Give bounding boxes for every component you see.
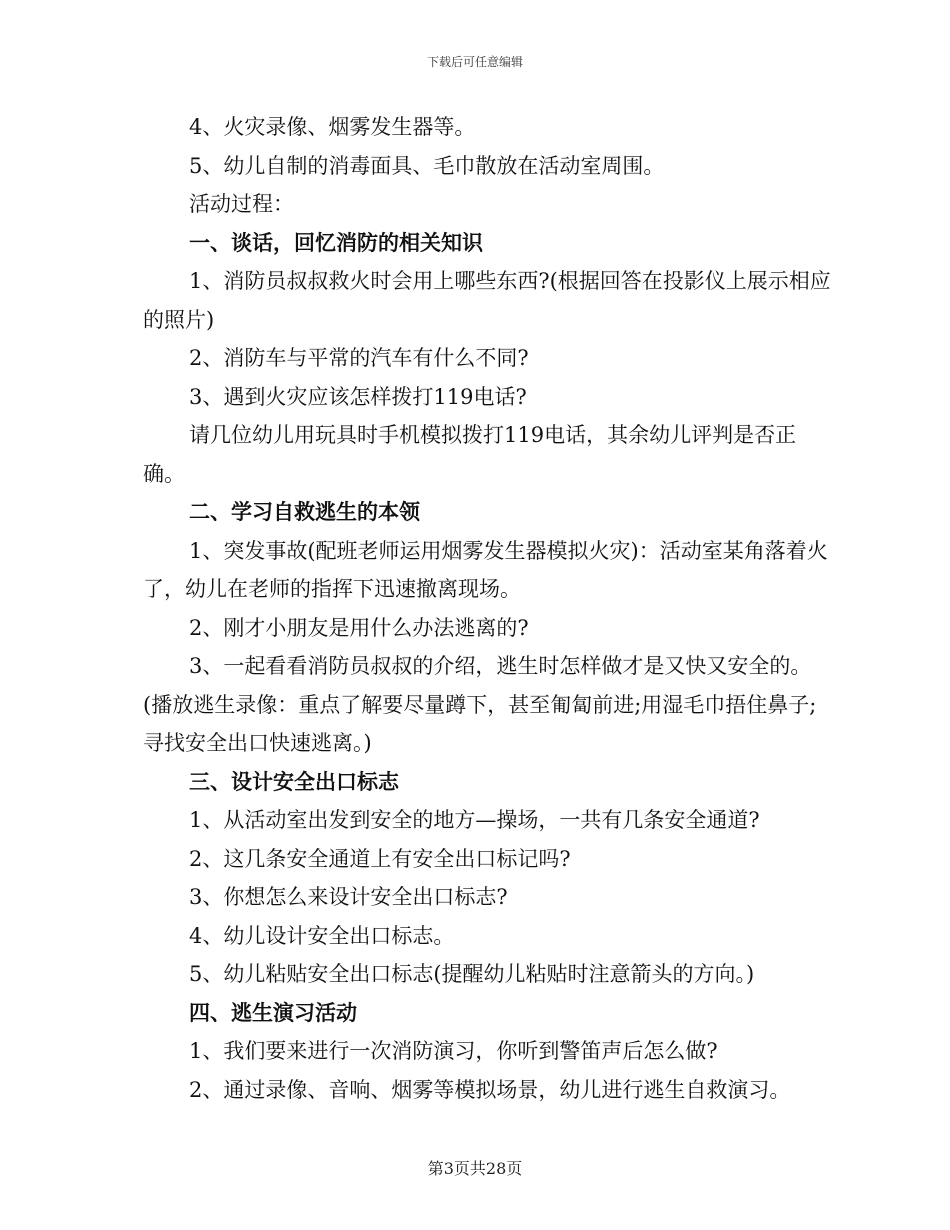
paragraph: 请几位幼儿用玩具时手机模拟拨打119电话，其余幼儿评判是否正确。 (143, 423, 797, 486)
paragraph: 5、幼儿粘贴安全出口标志(提醒幼儿粘贴时注意箭头的方向。) (189, 962, 755, 986)
paragraph: 1、突发事故(配班老师运用烟雾发生器模拟火灾)：活动室某角落着火了，幼儿在老师的指挥下迅速撤离现场。 (143, 538, 828, 601)
paragraph: 1、我们要来进行一次消防演习，你听到警笛声后怎么做? (189, 1039, 718, 1063)
section-heading: 三、设计安全出口标志 (189, 768, 399, 794)
paragraph: 1、从活动室出发到安全的地方—操场，一共有几条安全通道? (189, 808, 760, 832)
paragraph: 5、幼儿自制的消毒面具、毛巾散放在活动室周围。 (189, 153, 665, 178)
section-heading: 二、学习自救逃生的本领 (189, 499, 420, 524)
paragraph: 4、幼儿设计安全出口标志。 (189, 923, 455, 948)
paragraph: 2、消防车与平常的汽车有什么不同? (189, 346, 529, 370)
paragraph: 2、通过录像、音响、烟雾等模拟场景，幼儿进行逃生自救演习。 (189, 1077, 791, 1102)
paragraph: 3、一起看看消防员叔叔的介绍，逃生时怎样做才是又快又安全的。(播放逃生录像：重点了解要尽量蹲下，甚至匍匐前进;用湿毛巾捂住鼻子;寻找安全出口快速逃离。) (143, 654, 817, 755)
paragraph: 3、遇到火灾应该怎样拨打119电话? (189, 384, 527, 409)
paragraph: 3、你想怎么来设计安全出口标志? (189, 885, 508, 909)
page-footer: 第3页共28页 (427, 1159, 523, 1178)
page-header: 下载后可任意编辑 (426, 55, 523, 69)
paragraph: 2、这几条安全通道上有安全出口标记吗? (189, 846, 571, 871)
section-heading: 一、谈话，回忆消防的相关知识 (189, 229, 483, 255)
paragraph: 2、刚才小朋友是用什么办法逃离的? (189, 615, 529, 640)
document-body (143, 108, 833, 1109)
section-heading: 四、逃生演习活动 (189, 999, 357, 1025)
paragraph: 1、消防员叔叔救火时会用上哪些东西?(根据回答在投影仪上展示相应的照片) (143, 269, 831, 332)
paragraph: 4、火灾录像、烟雾发生器等。 (189, 115, 476, 139)
paragraph: 活动过程： (189, 192, 294, 216)
